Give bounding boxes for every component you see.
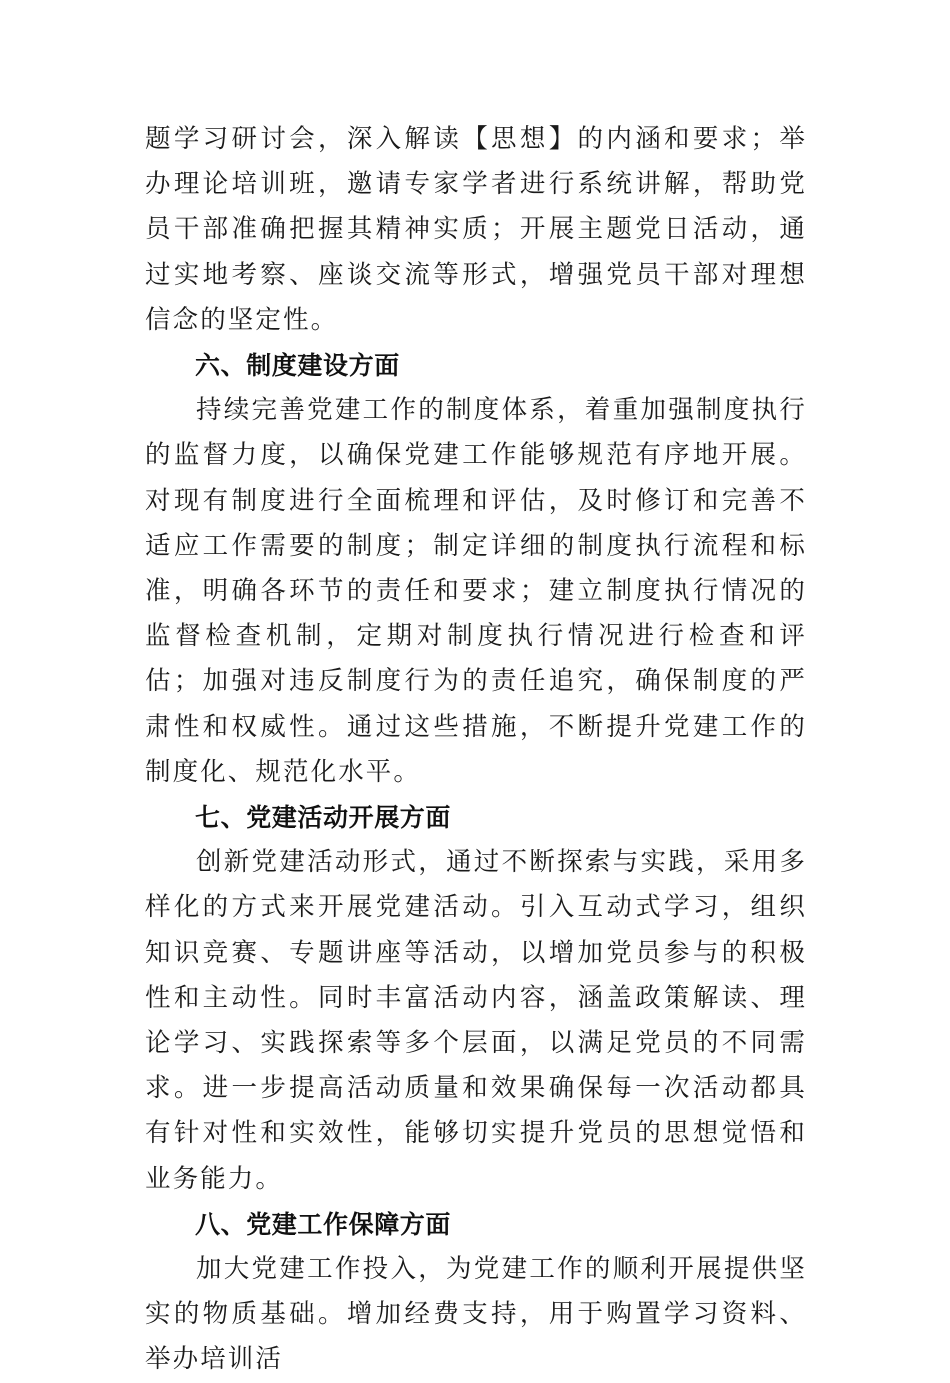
section-6-body: 持续完善党建工作的制度体系，着重加强制度执行的监督力度，以确保党建工作能够规范有序地开展。对现有制度进行全面梳理和评估，及时修订和完善不适应工作需要的制度；制定详细的制度执行流程和标准，明确各环节的责任和要求；建立制度执行情况的监督检查机制，定期对制度执行情况进行检查和评估；加强对违反制度行为的责任追究，确保制度的严肃性和权威性。通过这些措施，不断提升党建工作的制度化、规范化水平。 xyxy=(145,395,807,787)
document-body xyxy=(145,117,807,1383)
section-7-heading: 七、党建活动开展方面 xyxy=(195,803,452,833)
section-7-body: 创新党建活动形式，通过不断探索与实践，采用多样化的方式来开展党建活动。引入互动式学习，组织知识竞赛、专题讲座等活动，以增加党员参与的积极性和主动性。同时丰富活动内容，涵盖政策解读、理论学习、实践探索等多个层面，以满足党员的不同需求。进一步提高活动质量和效果确保每一次活动都具有针对性和实效性，能够切实提升党员的思想觉悟和业务能力。 xyxy=(145,847,807,1194)
section-6-heading: 六、制度建设方面 xyxy=(195,351,400,381)
section-8-body: 加大党建工作投入，为党建工作的顺利开展提供坚实的物质基础。增加经费支持，用于购置学习资料、举办培训活 xyxy=(145,1254,807,1375)
section-8-heading: 八、党建工作保障方面 xyxy=(195,1209,452,1239)
paragraph-continued: 题学习研讨会，深入解读【思想】的内涵和要求；举办理论培训班，邀请专家学者进行系统讲解，帮助党员干部准确把握其精神实质；开展主题党日活动，通过实地考察、座谈交流等形式，增强党员干部对理想信念的坚定性。 xyxy=(145,124,807,335)
